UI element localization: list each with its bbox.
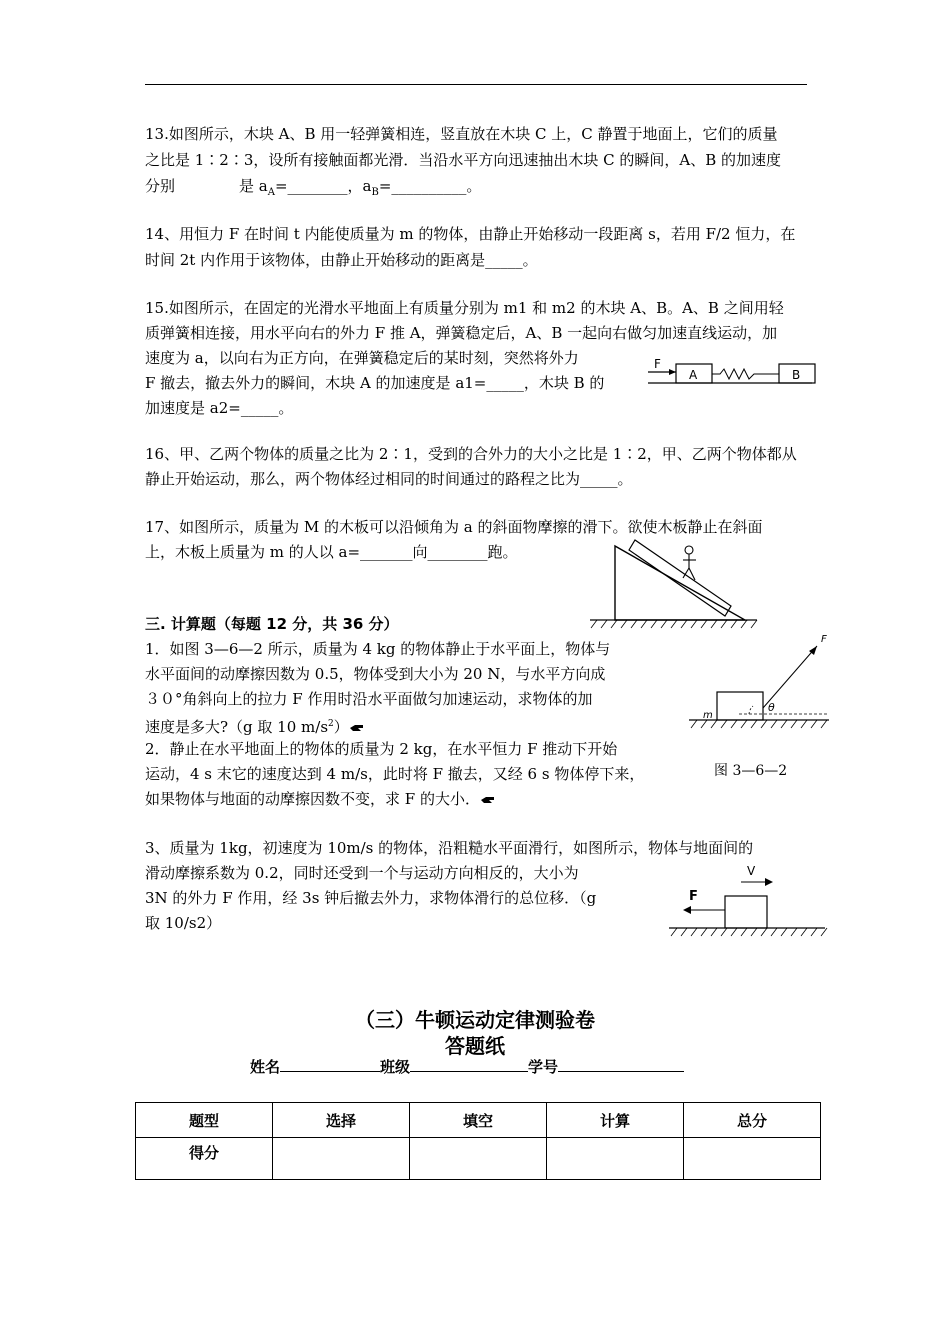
class-blank[interactable] xyxy=(410,1057,528,1072)
fig2-caption: 图 3—6—2 xyxy=(714,763,788,779)
p1-line4-a: 速度是多大?（g 取 10 m/s xyxy=(145,718,329,736)
score-table-header-row xyxy=(136,1103,821,1138)
person-icon xyxy=(683,546,696,580)
spring-icon xyxy=(712,369,779,379)
answer-sheet-title: （三）牛顿运动定律测验卷 xyxy=(355,1008,595,1032)
p2-line1: 2．静止在水平地面上的物体的质量为 2 kg，在水平恒力 F 推动下开始 xyxy=(145,740,618,758)
header-choice: 选择 xyxy=(273,1103,410,1138)
fig3-v-label: V xyxy=(747,864,756,878)
q13-line1: 13.如图所示，木块 A、B 用一轻弹簧相连，竖直放在木块 C 上，C 静置于地面上，它们的质量 xyxy=(145,125,778,143)
q17-incline-figure xyxy=(585,538,765,630)
q15-line4: F 撤去，撤去外力的瞬间，木块 A 的加速度是 a1=_____，木块 B 的 xyxy=(145,374,605,392)
score-row-label: 得分 xyxy=(136,1138,273,1180)
pointer-hand-icon xyxy=(349,723,365,733)
p2-line3 xyxy=(145,787,496,811)
fig2-block xyxy=(717,692,763,720)
score-table-score-row xyxy=(136,1138,821,1180)
p3-line1: 3、质量为 1kg，初速度为 10m/s 的物体，沿粗糙水平面滑行，如图所示，物体与地面间的 xyxy=(145,839,754,857)
q17-line2: 上，木板上质量为 m 的人以 a=_______向________跑。 xyxy=(145,543,518,561)
q14-line1: 14、用恒力 F 在时间 t 内能使质量为 m 的物体，由静止开始移动一段距离 s，若用 F/2 恒力，在 xyxy=(145,225,796,243)
p1-line3: ３０°角斜向上的拉力 F 作用时沿水平面做匀加速运动，求物体的加 xyxy=(145,690,593,708)
name-label: 姓名 xyxy=(250,1058,281,1076)
q15-line1: 15.如图所示，在固定的光滑水平地面上有质量分别为 m1 和 m2 的木块 A、B。A、B 之间用轻 xyxy=(145,299,784,317)
p1-line4-b: ） xyxy=(333,718,349,736)
id-blank[interactable] xyxy=(558,1057,684,1072)
q15-fig-b-label: B xyxy=(792,368,801,382)
q15-spring-figure xyxy=(640,352,820,388)
p1-line1: 1．如图 3—6—2 所示，质量为 4 kg 的物体静止于水平面上，物体与 xyxy=(145,640,611,658)
incline xyxy=(615,546,745,620)
q15-fig-a-label: A xyxy=(689,368,698,382)
p1-sup: 2 xyxy=(328,719,334,729)
header-fill: 填空 xyxy=(410,1103,547,1138)
score-choice-cell[interactable] xyxy=(273,1138,410,1180)
fig-friction-block xyxy=(665,860,830,942)
student-info-line xyxy=(250,1056,684,1077)
q16-line1: 16、甲、乙两个物体的质量之比为 2∶1，受到的合外力的大小之比是 1∶2，甲、乙两个物体都从 xyxy=(145,445,797,463)
q15-fig-f-label: F xyxy=(654,357,661,371)
pointer-hand-icon xyxy=(480,795,496,805)
top-rule xyxy=(145,84,807,85)
header-type: 题型 xyxy=(136,1103,273,1138)
q13-sub-b: B xyxy=(371,187,379,198)
answer-sheet-subtitle: 答题纸 xyxy=(445,1034,505,1058)
p2-line2: 运动，4 s 末它的速度达到 4 m/s，此时将 F 撤去，又经 6 s 物体停下来， xyxy=(145,765,645,783)
fig3-f-label: F xyxy=(689,889,698,904)
header-total: 总分 xyxy=(684,1103,821,1138)
q13-line3-d: =__________。 xyxy=(378,177,482,195)
p1-line4 xyxy=(145,712,365,739)
q16-line2: 静止开始运动，那么，两个物体经过相同的时间通过的路程之比为_____。 xyxy=(145,470,633,488)
score-fill-cell[interactable] xyxy=(410,1138,547,1180)
score-table xyxy=(135,1102,821,1180)
q13-line3-c: =________，a xyxy=(274,177,372,195)
q15-line3: 速度为 a，以向右为正方向，在弹簧稳定后的某时刻，突然将外力 xyxy=(145,349,579,367)
q13-line2: 之比是 1∶2∶3，设所有接触面都光滑．当沿水平方向迅速抽出木块 C 的瞬间，A、B 的加速度 xyxy=(145,151,782,169)
class-label: 班级 xyxy=(380,1058,411,1076)
section3-heading: 三. 计算题（每题 12 分，共 36 分） xyxy=(145,615,399,633)
fig2-f-label: F xyxy=(821,634,827,645)
q13-sub-a: A xyxy=(267,187,275,198)
fig3-block xyxy=(725,896,767,928)
q13-line3-b: 是 a xyxy=(239,177,268,195)
id-label: 学号 xyxy=(528,1058,559,1076)
score-total-cell[interactable] xyxy=(684,1138,821,1180)
q13-line3 xyxy=(145,174,481,205)
plank xyxy=(629,540,731,616)
p1-line2: 水平面间的动摩擦因数为 0.5，物体受到大小为 20 N，与水平方向成 xyxy=(145,665,606,683)
fig2-theta-label: θ xyxy=(768,701,775,714)
q13-line3-a: 分别 xyxy=(145,177,176,195)
p3-line3: 3N 的外力 F 作用，经 3s 钟后撤去外力，求物体滑行的总位移．（g xyxy=(145,889,597,907)
q14-line2: 时间 2t 内作用于该物体，由静止开始移动的距离是_____。 xyxy=(145,251,538,269)
q15-line5: 加速度是 a2=_____。 xyxy=(145,399,294,417)
p3-line4: 取 10/s2） xyxy=(145,914,222,932)
fig2-m-label: m xyxy=(703,710,713,721)
header-calc: 计算 xyxy=(547,1103,684,1138)
score-calc-cell[interactable] xyxy=(547,1138,684,1180)
p2-line3-text: 如果物体与地面的动摩擦因数不变，求 F 的大小． xyxy=(145,790,480,808)
p3-line2: 滑动摩擦系数为 0.2，同时还受到一个与运动方向相反的，大小为 xyxy=(145,864,579,882)
q15-line2: 质弹簧相连接，用水平向右的外力 F 推 A，弹簧稳定后，A、B 一起向右做匀加速直线运动，加 xyxy=(145,324,778,342)
q17-line1: 17、如图所示，质量为 M 的木板可以沿倾角为 a 的斜面物摩擦的滑下。欲使木板静止在斜面 xyxy=(145,518,763,536)
fig-3-6-2 xyxy=(683,630,833,738)
name-blank[interactable] xyxy=(280,1057,380,1072)
